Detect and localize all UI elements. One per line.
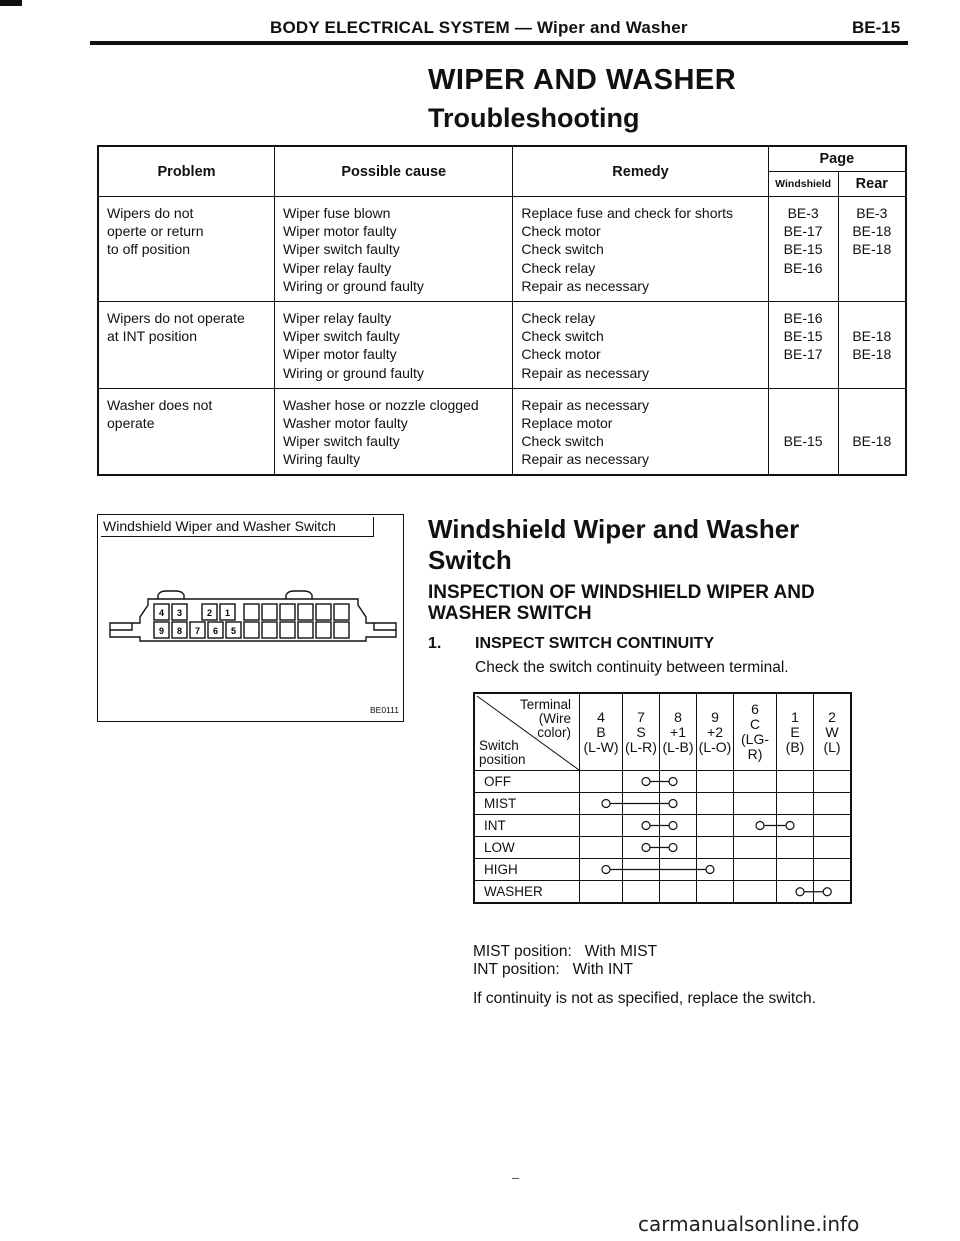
terminal-num: 9 — [711, 708, 719, 725]
col-header-rear: Rear — [838, 172, 906, 197]
connector-cavity — [334, 604, 349, 620]
connector-pin-label: 8 — [176, 626, 183, 636]
terminal-header — [814, 693, 852, 771]
continuity-cell — [777, 859, 814, 881]
switch-position-label: LOW — [474, 837, 580, 859]
inspection-title: INSPECTION OF WINDSHIELD WIPER AND WASHER SWITCH — [428, 582, 815, 624]
remedy-line: Check relay — [521, 309, 596, 326]
connector-cavity — [298, 622, 313, 638]
cause-line: Wiper switch faulty — [283, 328, 400, 345]
windshield-page-cell — [768, 197, 838, 302]
col-header-windshield: Windshield — [768, 172, 838, 197]
remedy-line: Check switch — [521, 241, 604, 258]
problem-line: Washer does not — [107, 396, 213, 413]
continuity-cell — [777, 793, 814, 815]
continuity-cell — [580, 771, 623, 793]
connector-pin-label: 3 — [176, 608, 183, 618]
rear-page-line: BE-18 — [852, 346, 892, 363]
continuity-row — [474, 771, 851, 793]
problem-line: to off position — [107, 241, 191, 258]
terminal-header — [697, 693, 734, 771]
windshield-page-line — [771, 396, 836, 414]
problem-line: Wipers do not operate — [107, 309, 245, 326]
cause-cell — [275, 301, 513, 388]
rear-page-line — [841, 309, 903, 327]
continuity-cell — [660, 815, 697, 837]
terminal-header — [734, 693, 777, 771]
rear-page-line — [841, 277, 903, 295]
connector-cavity — [298, 604, 313, 620]
remedy-line: Check motor — [521, 346, 601, 363]
remedy-line: Check motor — [521, 223, 601, 240]
continuity-cell — [660, 837, 697, 859]
continuity-cell — [697, 771, 734, 793]
continuity-cell — [580, 793, 623, 815]
cause-line: Wiper relay faulty — [283, 309, 392, 326]
connector-tab — [110, 623, 396, 630]
header-rule — [90, 41, 908, 45]
terminal-sym: E — [790, 723, 800, 740]
continuity-cell — [580, 837, 623, 859]
problem-cell — [98, 197, 275, 302]
connector-pin-label: 5 — [230, 626, 237, 636]
switch-position-label: OFF — [474, 771, 580, 793]
switch-position-label: HIGH — [474, 859, 580, 881]
continuity-cell — [660, 793, 697, 815]
rear-page-line — [841, 450, 903, 468]
windshield-page-line: BE-3 — [787, 205, 819, 221]
terminal-num: 7 — [637, 708, 645, 725]
windshield-page-line — [771, 450, 836, 468]
problem-line: operate — [107, 414, 155, 431]
connector-key — [158, 591, 184, 599]
terminal-color: (L) — [823, 738, 841, 755]
continuity-cell — [623, 793, 660, 815]
step-title: INSPECT SWITCH CONTINUITY — [475, 635, 715, 652]
problem-line: operte or return — [107, 223, 204, 240]
terminal-sym: +1 — [670, 723, 686, 740]
rear-page-line — [841, 363, 903, 381]
terminal-color: (LG-R) — [741, 731, 769, 762]
windshield-page-line: BE-16 — [783, 309, 823, 326]
continuity-cell — [623, 771, 660, 793]
remedy-line: Replace fuse and check for shorts — [521, 205, 734, 221]
remedy-line: Check switch — [521, 328, 604, 345]
cause-line: Wiring or ground faulty — [283, 364, 424, 381]
continuity-cell — [777, 815, 814, 837]
col-header-problem: Problem — [98, 146, 275, 197]
connector-pin-label: 4 — [158, 608, 165, 618]
connector-diagram — [98, 515, 403, 721]
windshield-page-line — [771, 364, 836, 382]
section-subtitle: Troubleshooting — [428, 103, 640, 133]
rear-page-line — [841, 259, 903, 277]
terminal-sym: +2 — [707, 723, 723, 740]
corner-terminal-line: color) — [537, 725, 571, 740]
continuity-cell — [777, 837, 814, 859]
continuity-cell — [697, 815, 734, 837]
windshield-page-line — [771, 277, 836, 295]
continuity-wrapper — [473, 692, 852, 904]
rear-page-line: BE-18 — [852, 432, 892, 449]
cause-cell — [275, 388, 513, 475]
remedy-line: Check relay — [521, 259, 596, 276]
corner-terminal-label — [520, 698, 571, 740]
col-header-remedy: Remedy — [513, 146, 768, 197]
switch-position-label: WASHER — [474, 881, 580, 904]
continuity-cell — [623, 815, 660, 837]
continuity-cell — [660, 771, 697, 793]
remedy-line: Check switch — [521, 433, 604, 450]
continuity-row — [474, 837, 851, 859]
continuity-cell — [777, 881, 814, 904]
connector-pin-label: 6 — [212, 626, 219, 636]
problem-cell — [98, 301, 275, 388]
cause-line: Wiring faulty — [283, 451, 361, 468]
problem-cell — [98, 388, 275, 475]
troubleshooting-row — [98, 301, 906, 388]
continuity-cell — [777, 771, 814, 793]
section-title: WIPER AND WASHER — [428, 64, 737, 96]
continuity-cell — [814, 859, 852, 881]
remedy-line: Repair as necessary — [521, 364, 649, 381]
terminal-sym: B — [596, 723, 606, 740]
windshield-page-line: BE-15 — [783, 432, 823, 449]
windshield-page-cell — [768, 301, 838, 388]
continuity-cell — [623, 859, 660, 881]
rear-page-line: BE-3 — [856, 205, 888, 221]
continuity-cell — [734, 881, 777, 904]
cause-line: Washer motor faulty — [283, 414, 408, 431]
continuity-cell — [697, 837, 734, 859]
switch-section-title: Windshield Wiper and Washer Switch — [428, 514, 800, 575]
corner-terminal-line: Terminal — [519, 697, 571, 712]
continuity-cell — [697, 793, 734, 815]
note-mist: MIST position: With MIST — [473, 943, 658, 960]
windshield-page-line — [771, 414, 836, 432]
continuity-cell — [814, 881, 852, 904]
troubleshooting-table — [97, 145, 907, 476]
continuity-cell — [623, 837, 660, 859]
continuity-row — [474, 815, 851, 837]
terminal-color: (L-B) — [662, 738, 694, 755]
step-number: 1. — [428, 635, 442, 652]
continuity-cell — [580, 881, 623, 904]
terminal-num: 1 — [791, 708, 799, 725]
terminal-num: 8 — [674, 708, 682, 725]
terminal-num: 2 — [828, 708, 836, 725]
continuity-cell — [734, 793, 777, 815]
remedy-cell — [513, 301, 768, 388]
switch-position-label: MIST — [474, 793, 580, 815]
terminal-header — [580, 693, 623, 771]
corner-switch-line: position — [479, 752, 526, 767]
continuity-row — [474, 793, 851, 815]
cause-cell — [275, 197, 513, 302]
cause-line: Wiper switch faulty — [283, 433, 400, 450]
remedy-cell — [513, 388, 768, 475]
remedy-cell — [513, 197, 768, 302]
continuity-cell — [580, 815, 623, 837]
switch-position-label: INT — [474, 815, 580, 837]
problem-line: Wipers do not — [107, 205, 194, 221]
terminal-num: 4 — [597, 708, 605, 725]
continuity-cell — [734, 815, 777, 837]
running-header-title: BODY ELECTRICAL SYSTEM — Wiper and Washer — [270, 18, 688, 37]
terminal-header — [660, 693, 697, 771]
rear-page-cell — [838, 301, 906, 388]
cause-line: Wiper motor faulty — [283, 346, 397, 363]
troubleshooting-row — [98, 197, 906, 302]
continuity-cell — [660, 881, 697, 904]
rear-page-cell — [838, 197, 906, 302]
step-text: Check the switch continuity between terminal. — [475, 659, 789, 676]
continuity-cell — [814, 815, 852, 837]
cause-line: Wiper switch faulty — [283, 241, 400, 258]
connector-key — [286, 591, 312, 599]
terminal-header — [777, 693, 814, 771]
continuity-cell — [814, 793, 852, 815]
connector-pin-label: 9 — [158, 626, 165, 636]
col-header-cause: Possible cause — [275, 146, 513, 197]
rear-page-line — [841, 396, 903, 414]
continuity-cell — [660, 859, 697, 881]
continuity-cell — [734, 837, 777, 859]
continuity-cell — [623, 881, 660, 904]
continuity-cell — [697, 859, 734, 881]
connector-cavity — [280, 622, 295, 638]
rear-page-line: BE-18 — [852, 241, 892, 258]
cause-line: Washer hose or nozzle clogged — [283, 396, 479, 413]
cause-line: Wiper fuse blown — [283, 205, 391, 221]
continuity-cell — [814, 837, 852, 859]
page-dash — [512, 1178, 519, 1179]
problem-line: at INT position — [107, 328, 198, 345]
rear-page-line: BE-18 — [852, 223, 892, 240]
continuity-cell — [734, 859, 777, 881]
corner-switch-line: Switch — [479, 738, 519, 753]
connector-cavity — [316, 622, 331, 638]
continuity-corner — [474, 693, 580, 771]
terminal-header — [623, 693, 660, 771]
figure-code: BE0111 — [370, 705, 399, 715]
corner-switch-label — [479, 739, 526, 767]
continuity-cell — [734, 771, 777, 793]
connector-cavity — [262, 622, 277, 638]
terminal-sym: W — [825, 723, 839, 740]
windshield-page-line: BE-17 — [783, 223, 823, 240]
rear-page-line: BE-18 — [852, 327, 892, 344]
remedy-line: Repair as necessary — [521, 396, 649, 413]
troubleshooting-row — [98, 388, 906, 475]
terminal-color: (L-W) — [583, 738, 619, 755]
connector-pin-label: 2 — [206, 608, 213, 618]
rear-page-cell — [838, 388, 906, 475]
col-header-page: Page — [768, 146, 906, 172]
windshield-page-line: BE-15 — [783, 241, 823, 258]
terminal-color: (L-R) — [625, 738, 657, 755]
connector-cavity — [262, 604, 277, 620]
terminal-color: (L-O) — [698, 738, 732, 755]
remedy-line: Repair as necessary — [521, 277, 649, 294]
terminal-sym: C — [749, 716, 761, 732]
troubleshooting-body — [98, 197, 906, 476]
page-number: BE-15 — [852, 18, 901, 37]
terminal-color: (B) — [785, 738, 805, 755]
continuity-table — [473, 692, 852, 904]
windshield-page-line: BE-15 — [783, 328, 823, 345]
remedy-line: Replace motor — [521, 414, 613, 431]
cause-line: Wiper motor faulty — [283, 223, 397, 240]
connector-figure — [97, 514, 404, 722]
continuity-cell — [580, 859, 623, 881]
note-replace: If continuity is not as specified, replace the switch. — [473, 990, 816, 1007]
rear-page-line — [841, 414, 903, 432]
windshield-page-line: BE-16 — [783, 259, 823, 276]
continuity-row — [474, 881, 851, 904]
remedy-line: Repair as necessary — [521, 451, 649, 468]
figure-label: Windshield Wiper and Washer Switch — [101, 517, 374, 537]
connector-cavity — [316, 604, 331, 620]
cause-line: Wiper relay faulty — [283, 259, 392, 276]
windshield-page-line: BE-17 — [783, 346, 823, 363]
connector-pin-label: 1 — [224, 608, 231, 618]
continuity-cell — [697, 881, 734, 904]
position-notes — [473, 943, 657, 979]
terminal-sym: S — [636, 723, 646, 740]
continuity-header-row — [474, 693, 851, 771]
cause-line: Wiring or ground faulty — [283, 277, 424, 294]
continuity-cell — [814, 771, 852, 793]
connector-pin-label: 7 — [194, 626, 201, 636]
connector-cavity — [244, 604, 259, 620]
terminal-num: 6 — [751, 701, 759, 717]
continuity-row — [474, 859, 851, 881]
connector-cavity — [280, 604, 295, 620]
connector-cavity — [334, 622, 349, 638]
note-int: INT position: With INT — [473, 961, 633, 978]
windshield-page-cell — [768, 388, 838, 475]
watermark: carmanualsonline.info — [638, 1212, 860, 1236]
corner-terminal-line: (Wire — [538, 711, 571, 726]
corner-mark — [0, 0, 22, 6]
connector-cavity — [244, 622, 259, 638]
